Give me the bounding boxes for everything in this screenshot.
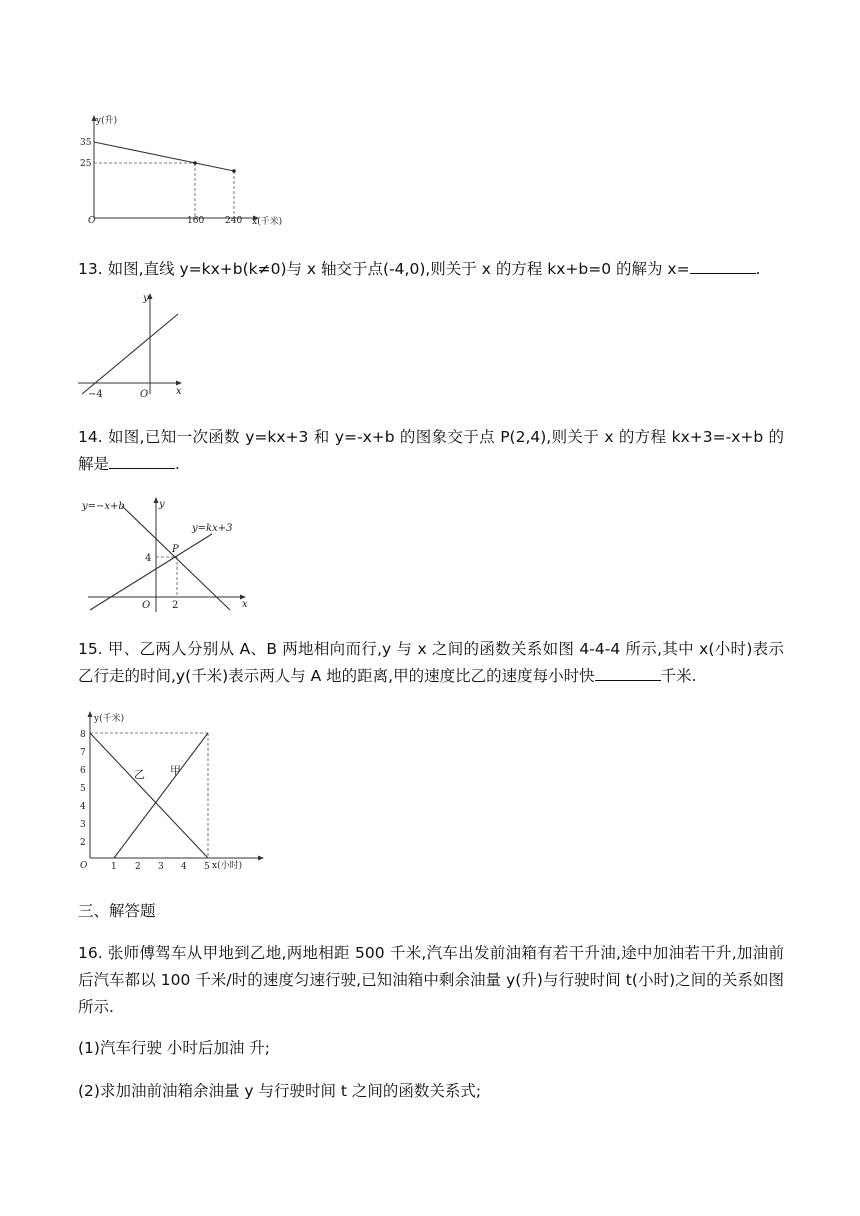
x-tick-160: 160 (187, 216, 205, 226)
y-tick-35: 35 (80, 138, 92, 148)
y-axis-arrow (154, 497, 159, 503)
x-tick-4: 4 (181, 862, 187, 872)
x-axis-label: x(千米) (252, 217, 283, 227)
y-tick-4: 4 (80, 802, 86, 812)
y-ticks (80, 730, 86, 848)
y-tick-8: 8 (80, 730, 86, 740)
q14-text: 如图,已知一次函数 y=kx+3 和 y=-x+b 的图象交于点 P(2,4),则关于 x 的方程 kx+3=-x+b 的解是 (78, 428, 784, 473)
label-yi: 乙 (134, 768, 145, 781)
x-axis-label: x (242, 599, 248, 610)
fuel-line (94, 142, 234, 171)
section-heading: 三、解答题 (78, 902, 156, 920)
x-tick-3: 3 (158, 862, 164, 872)
q14-answer-blank[interactable] (109, 453, 175, 469)
origin-label: O (140, 389, 149, 400)
line-kx-b (82, 314, 178, 394)
q13-answer-blank[interactable] (690, 258, 756, 274)
x-axis-label: x(小时) (212, 861, 243, 871)
y-tick-2: 2 (80, 838, 86, 848)
point-160 (193, 161, 197, 165)
y-tick-7: 7 (80, 748, 86, 758)
y-tick-3: 3 (80, 820, 86, 830)
y-axis-label: y(升) (96, 116, 118, 126)
question-16 (78, 940, 784, 1021)
figure-14-graph (78, 494, 258, 614)
line1-label: y=−x+b (82, 501, 125, 512)
line-yi (90, 733, 208, 858)
y-axis-label: y (159, 499, 165, 510)
question-13 (78, 256, 784, 283)
figure-13-graph (78, 290, 188, 402)
line2-label: y=kx+3 (192, 523, 233, 534)
point-240 (232, 169, 236, 173)
x-tick-2: 2 (135, 862, 141, 872)
q15-text-end: 千米. (660, 667, 697, 685)
label-jia: 甲 (170, 764, 181, 777)
line-neg-x-b (122, 506, 233, 610)
x-axis-arrow (258, 856, 264, 861)
x-axis-label: x (176, 386, 182, 397)
x-ticks (111, 862, 210, 872)
point-p-label: P (172, 544, 179, 555)
y-tick-5: 5 (80, 784, 86, 794)
x-tick-neg4: −4 (88, 389, 103, 400)
q15-answer-blank[interactable] (595, 665, 661, 681)
question-15 (78, 636, 784, 690)
q16-text: 张师傅驾车从甲地到乙地,两地相距 500 千米,汽车出发前油箱有若干升油,途中加油若干升,加油前后汽车都以 100 千米/时的速度匀速行驶,已知油箱中剩余油量 y(升)与行驶时间 t(小时)之间的关系如图所示. (78, 944, 784, 1016)
q13-text-end: . (755, 260, 761, 278)
q16-sub1: (1)汽车行驶 小时后加油 升; (78, 1039, 271, 1057)
x-tick-1: 1 (111, 862, 117, 872)
origin-label: O (88, 216, 96, 226)
figure-15-graph (78, 708, 278, 878)
q14-number: 14. (78, 428, 103, 446)
y-axis-label: y (143, 293, 149, 304)
y-axis-arrow (88, 711, 93, 717)
q15-text: 甲、乙两人分别从 A、B 两地相向而行,y 与 x 之间的函数关系如图 4-4-4 所示,其中 x(小时)表示乙行走的时间,y(千米)表示两人与 A 地的距离,甲的速度比乙的速度每小时快 (78, 640, 784, 685)
q15-number: 15. (78, 640, 103, 658)
y-tick-25: 25 (80, 159, 92, 169)
origin-label: O (80, 861, 88, 871)
x-tick-5: 5 (204, 862, 210, 872)
question-14 (78, 424, 784, 478)
line-jia (114, 733, 208, 858)
y-axis-label: y(千米) (94, 714, 125, 724)
q16-number: 16. (78, 944, 103, 962)
origin-label: O (142, 600, 151, 611)
q13-number: 13. (78, 260, 103, 278)
figure-fuel-graph (78, 112, 298, 230)
q14-text-end: . (175, 455, 180, 473)
x-tick-2: 2 (172, 600, 179, 611)
line-kx-3 (90, 534, 212, 610)
x-axis-arrow (176, 381, 182, 386)
q13-text: 如图,直线 y=kx+b(k≠0)与 x 轴交于点(-4,0),则关于 x 的方程 kx+b=0 的解为 x= (107, 260, 690, 278)
y-tick-6: 6 (80, 766, 86, 776)
y-tick-4: 4 (145, 553, 152, 564)
x-tick-240: 240 (225, 216, 243, 226)
q16-sub2: (2)求加油前油箱余油量 y 与行驶时间 t 之间的函数关系式; (78, 1082, 482, 1100)
